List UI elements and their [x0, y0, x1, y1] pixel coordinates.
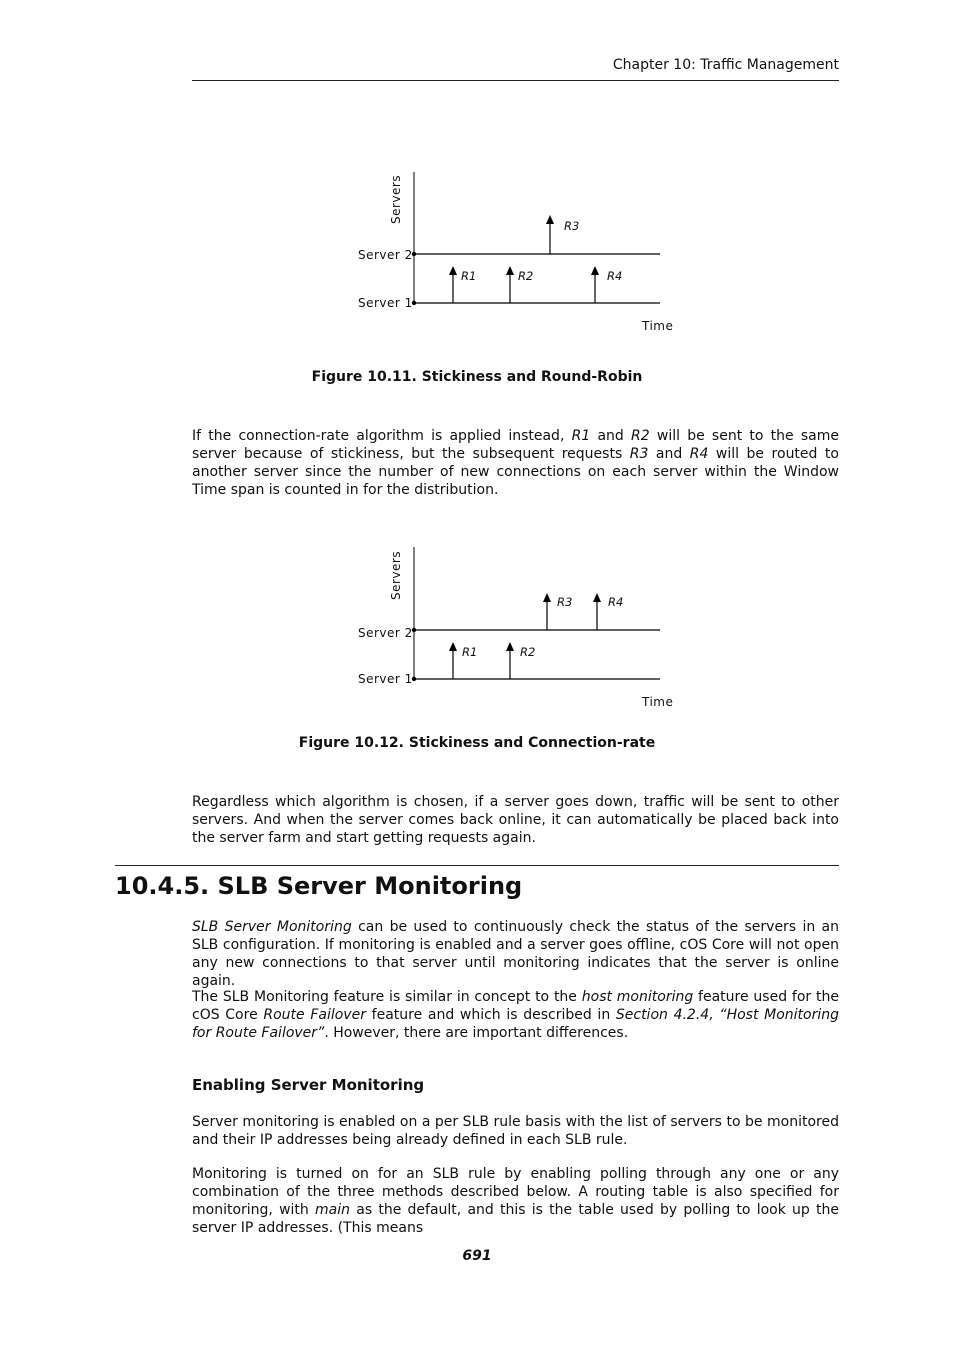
figure-1-diagram	[350, 170, 690, 340]
figure-1-request-r3-label: R3	[564, 219, 580, 233]
paragraph-host-monitoring: The SLB Monitoring feature is similar in concept to the host monitoring feature used for the cOS Core Route Failover feature and which is described in Section 4.2.4, “Host Monitoring for Route Failover”. However, there are important differences.	[192, 989, 840, 1041]
figure-1-request-r1	[449, 266, 476, 303]
figure-1-request-r2	[506, 266, 533, 303]
figure-2-x-axis-label: Time	[642, 695, 674, 709]
figure-1-server2-label: Server 2	[358, 248, 413, 262]
figure-2-request-r3-label: R3	[557, 595, 573, 609]
figure-2-request-r1	[449, 642, 477, 679]
figure-2-diagram	[350, 545, 690, 715]
figure-2-server2-label: Server 2	[358, 626, 413, 640]
paragraph-polling-methods: Monitoring is turned on for an SLB rule by enabling polling through any one or any combination of the three methods described below. A routing table is also specified for monitoring, with main as the default, and this is the table used by polling to look up the server IP addresses. (This means	[192, 1166, 840, 1236]
figure-2-request-r2-label: R2	[520, 645, 536, 659]
figure-stickiness-round-robin	[350, 170, 690, 340]
figure-1-y-axis-label: Servers	[389, 174, 403, 224]
paragraph-per-rule-basis: Server monitoring is enabled on a per SLB rule basis with the list of servers to be monitored and their IP addresses being already defined in each SLB rule.	[192, 1114, 839, 1148]
figure-2-request-r3	[543, 593, 572, 630]
figure-1-server1-label: Server 1	[358, 296, 413, 310]
figure-1-request-r4	[591, 266, 622, 303]
figure-2-request-r4	[593, 593, 623, 630]
figure-2-request-r4-label: R4	[608, 595, 624, 609]
paragraph-server-down: Regardless which algorithm is chosen, if a server goes down, traffic will be sent to other servers. And when the server comes back online, it can automatically be placed back into the server farm and start getting requests again.	[192, 794, 839, 846]
figure-1-request-r1-label: R1	[461, 269, 477, 283]
page-number: 691	[462, 1248, 492, 1264]
paragraph-slb-monitoring-intro: SLB Server Monitoring can be used to continuously check the status of the servers in an SLB configuration. If monitoring is enabled and a server goes offline, cOS Core will not open any new connections to that server until monitoring indicates that the server is online again.	[192, 919, 839, 989]
figure-1-request-r3	[546, 215, 579, 254]
figure-2-y-axis-label: Servers	[389, 550, 403, 600]
figure-2-server1-label: Server 1	[358, 672, 413, 686]
figure-1-caption: Figure 10.11. Stickiness and Round-Robin	[311, 369, 643, 385]
figure-stickiness-connection-rate	[350, 545, 690, 715]
figure-2-request-r1-label: R1	[462, 645, 478, 659]
figure-1-request-r2-label: R2	[518, 269, 534, 283]
section-reference-link[interactable]: Section 4.2.4, “Host Monitoring for Route Failover”	[192, 1007, 840, 1041]
running-header: Chapter 10: Traffic Management	[612, 57, 839, 73]
subheading-enabling-server-monitoring: Enabling Server Monitoring	[192, 1076, 425, 1094]
figure-1-request-r4-label: R4	[607, 269, 623, 283]
figure-2-caption: Figure 10.12. Stickiness and Connection-rate	[298, 735, 656, 751]
figure-2-request-r2	[506, 642, 535, 679]
header-rule	[192, 80, 839, 81]
paragraph-connection-rate: If the connection-rate algorithm is applied instead, R1 and R2 will be sent to the same server because of stickiness, but the subsequent requests R3 and R4 will be routed to another server since the number of new connections on each server within the Window Time span is counted in for the distribution.	[192, 428, 839, 498]
section-title: 10.4.5. SLB Server Monitoring	[115, 872, 523, 900]
figure-1-x-axis-label: Time	[642, 319, 674, 333]
section-rule	[115, 865, 839, 866]
